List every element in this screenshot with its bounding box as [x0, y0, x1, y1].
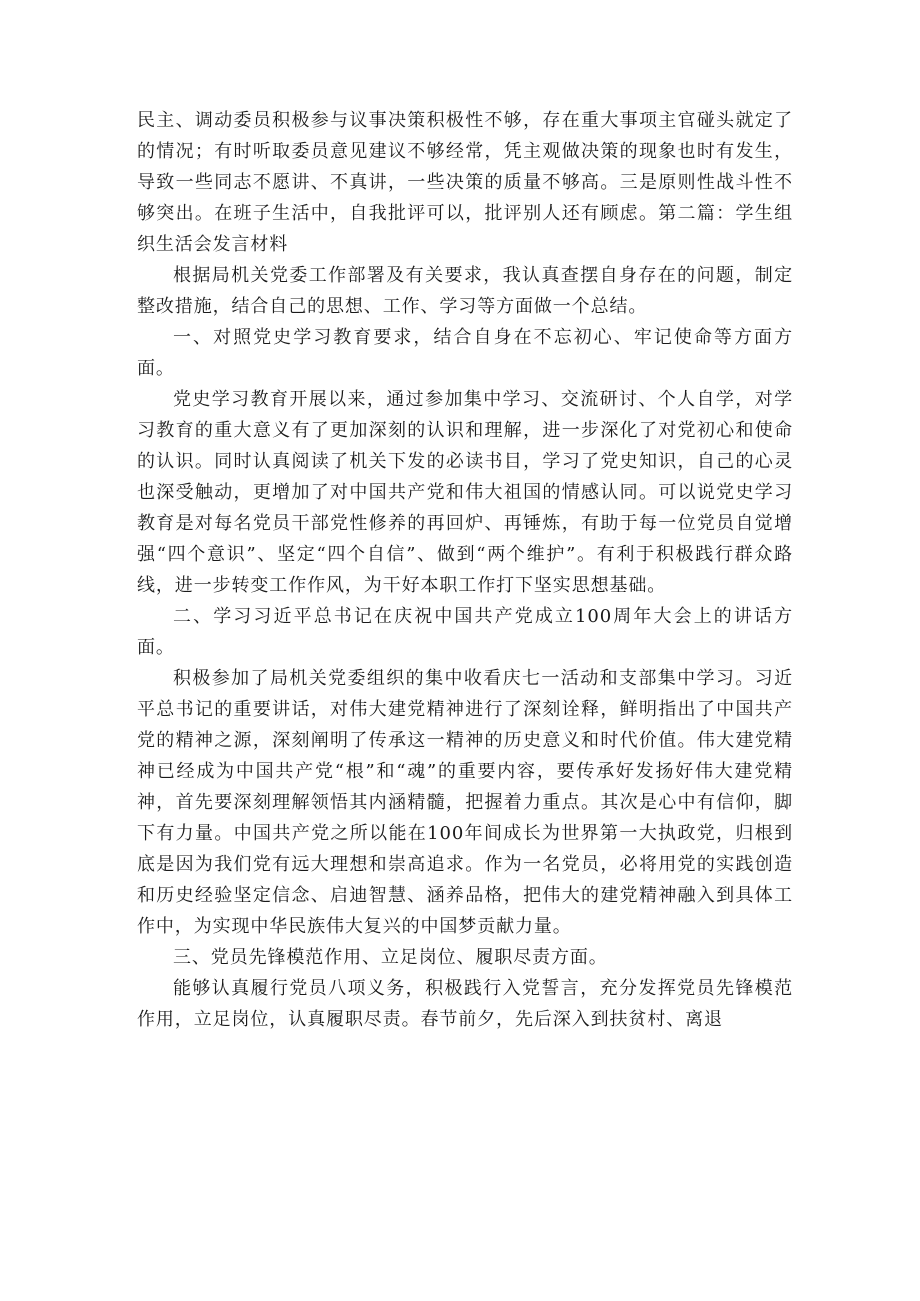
section-heading-3: 三、党员先锋模范作用、立足岗位、履职尽责方面。 — [173, 947, 608, 968]
paragraph-intro: 根据局机关党委工作部署及有关要求，我认真查摆自身存在的问题，制定整改措施，结合自己的思想、工作、学习等方面做一个总结。 — [137, 265, 793, 317]
document-body — [137, 105, 793, 1035]
paragraph-section-2: 积极参加了局机关党委组织的集中收看庆七一活动和支部集中学习。习近平总书记的重要讲话，对伟大建党精神进行了深刻诠释，鲜明指出了中国共产党的精神之源，深刻阐明了传承这一精神的历史意义和时代价值。伟大建党精神已经成为中国共产党“根”和“魂”的重要内容，要传承好发扬好伟大建党精神，首先要深刻理解领悟其内涵精髓，把握着力重点。其次是心中有信仰，脚下有力量。中国共产党之所以能在100年间成长为世界第一大执政党，归根到底是因为我们党有远大理想和崇高追求。作为一名党员，必将用党的实践创造和历史经验坚定信念、启迪智慧、涵养品格，把伟大的建党精神融入到具体工作中，为实现中华民族伟大复兴的中国梦贡献力量。 — [137, 668, 793, 937]
paragraph-continuation: 民主、调动委员积极参与议事决策积极性不够，存在重大事项主官碰头就定了的情况；有时听取委员意见建议不够经常，凭主观做决策的现象也时有发生，导致一些同志不愿讲、不真讲，一些决策的质量不够高。三是原则性战斗性不够突出。在班子生活中，自我批评可以，批评别人还有顾虑。第二篇：学生组织生活会发言材料 — [137, 110, 793, 255]
paragraph-section-3: 能够认真履行党员八项义务，积极践行入党誓言，充分发挥党员先锋模范作用，立足岗位，认真履职尽责。春节前夕，先后深入到扶贫村、离退 — [137, 978, 793, 1030]
paragraph-section-1: 党史学习教育开展以来，通过参加集中学习、交流研讨、个人自学，对学习教育的重大意义有了更加深刻的认识和理解，进一步深化了对党初心和使命的认识。同时认真阅读了机关下发的必读书目，学习了党史知识，自己的心灵也深受触动，更增加了对中国共产党和伟大祖国的情感认同。可以说党史学习教育是对每名党员干部党性修养的再回炉、再锤炼，有助于每一位党员自觉增强“四个意识”、坚定“四个自信”、做到“两个维护”。有利于积极践行群众路线，进一步转变工作作风，为干好本职工作打下坚实思想基础。 — [137, 389, 793, 596]
section-heading-1: 一、对照党史学习教育要求，结合自身在不忘初心、牢记使命等方面方面。 — [137, 327, 793, 379]
section-heading-2: 二、学习习近平总书记在庆祝中国共产党成立100周年大会上的讲话方面。 — [137, 606, 793, 658]
